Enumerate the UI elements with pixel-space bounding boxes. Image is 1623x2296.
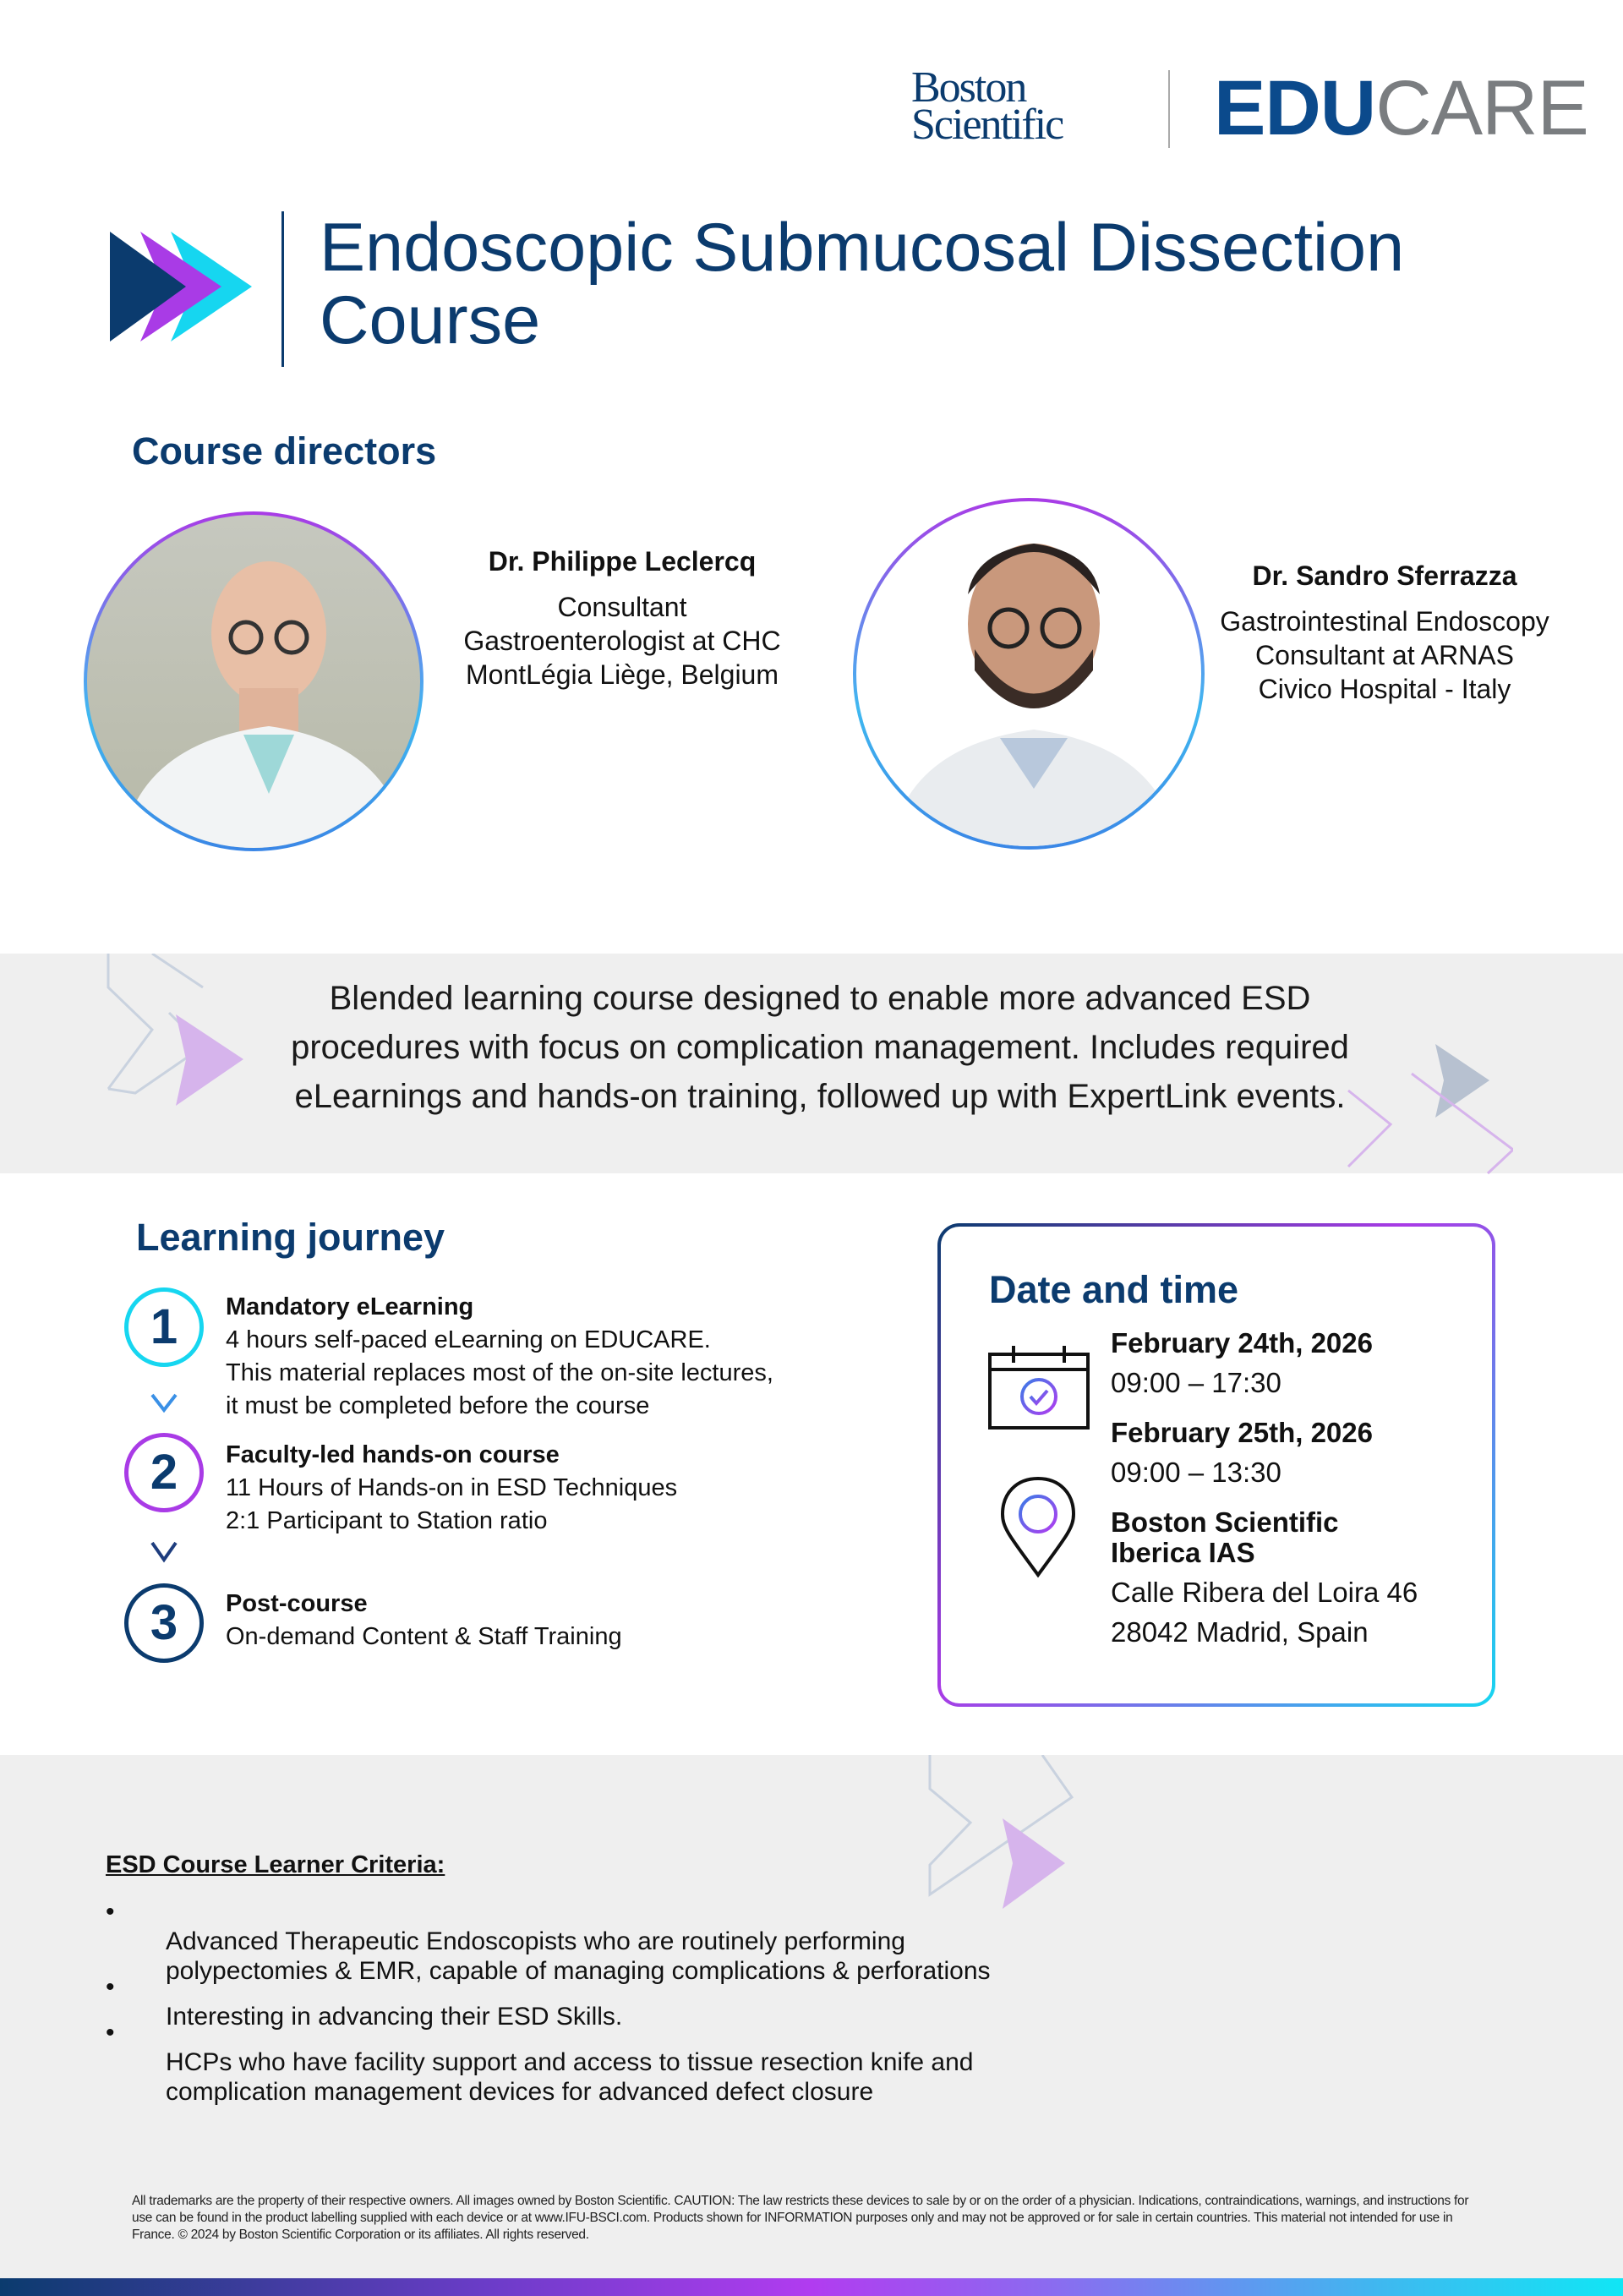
step-number: 2 xyxy=(124,1433,204,1512)
bullet: • xyxy=(106,2019,115,2047)
date-time-heading: Date and time xyxy=(989,1268,1239,1311)
director-photo xyxy=(84,511,424,851)
bullet: • xyxy=(106,1973,115,2001)
criteria-heading: ESD Course Learner Criteria: xyxy=(106,1851,445,1878)
bullet: • xyxy=(106,1898,115,1926)
disclaimer-text: . Products shown for INFORMATION purposes only and may not be approved or for sale in certain countries. This material not intended for use in France. © 2024 by Boston Scientific Corporation or its affiliates. All rights reserved. xyxy=(132,2211,1453,2242)
description-line: eLearnings and hands-on training, followed up with ExpertLink events. xyxy=(294,1078,1346,1115)
director-photo xyxy=(853,498,1205,850)
description-line: procedures with focus on complication management. Includes required xyxy=(291,1029,1349,1066)
gradient-footer-bar xyxy=(0,2278,1623,2296)
step-line: it must be completed before the course xyxy=(226,1392,650,1419)
logo-divider xyxy=(1168,70,1170,148)
director-info xyxy=(1173,559,1596,706)
boston-scientific-logo xyxy=(911,63,1063,149)
course-directors-heading: Course directors xyxy=(132,429,437,473)
title-line: Endoscopic Submucosal Dissection xyxy=(320,210,1405,286)
step-title: Mandatory eLearning xyxy=(226,1293,474,1320)
date-day2: February 25th, 2026 xyxy=(1111,1417,1373,1448)
director-line: Civico Hospital - Italy xyxy=(1258,674,1511,704)
step-title: Post-course xyxy=(226,1590,368,1617)
criteria-line: Interesting in advancing their ESD Skills. xyxy=(166,2003,623,2031)
step-line: 4 hours self-paced eLearning on EDUCARE. xyxy=(226,1326,711,1353)
time-day1: 09:00 – 17:30 xyxy=(1111,1367,1281,1398)
title-line: Course xyxy=(320,282,541,358)
director-name: Dr. Philippe Leclercq xyxy=(488,546,757,577)
step-line: 2:1 Participant to Station ratio xyxy=(226,1507,548,1534)
legal-disclaimer xyxy=(132,2193,1484,2244)
criteria-item xyxy=(106,2018,974,2106)
step-line: 11 Hours of Hands-on in ESD Techniques xyxy=(226,1474,678,1501)
criteria-line: complication management devices for advanced defect closure xyxy=(166,2078,874,2106)
logo-line: Boston xyxy=(911,63,1026,112)
venue-line: Boston Scientific xyxy=(1111,1506,1339,1538)
disclaimer-text: All trademarks are the property of their respective owners. All images owned by Boston Scientific. CAUTION: The law restricts these devices to sale by or on the order of a physician. Indications, contraindications, warnings, and instructions for use can be found in the product labelling supplied with each device or at xyxy=(132,2194,1469,2225)
director-line: Gastroenterologist at CHC xyxy=(463,626,781,656)
decorative-chevron-icon xyxy=(928,1755,1080,1911)
step-title: Faculty-led hands-on course xyxy=(226,1441,560,1468)
journey-step xyxy=(226,1291,773,1423)
criteria-item xyxy=(106,1897,991,1985)
venue-name xyxy=(1111,1507,1339,1568)
learning-journey-heading: Learning journey xyxy=(136,1216,445,1259)
address-line: Calle Ribera del Loira 46 xyxy=(1111,1577,1418,1608)
criteria-line: Advanced Therapeutic Endoscopists who are routinely performing xyxy=(166,1927,905,1955)
person-silhouette-icon xyxy=(856,501,1201,846)
course-description xyxy=(220,974,1420,1121)
journey-step xyxy=(226,1439,677,1538)
title-divider xyxy=(281,211,284,367)
journey-step xyxy=(226,1588,622,1654)
director-line: Gastrointestinal Endoscopy xyxy=(1220,606,1549,637)
location-pin-icon xyxy=(999,1475,1077,1578)
criteria-line: HCPs who have facility support and access to tissue resection knife and xyxy=(166,2048,974,2076)
person-silhouette-icon xyxy=(87,515,420,848)
logo-line: Scientific xyxy=(911,101,1063,149)
step-number: 1 xyxy=(124,1287,204,1367)
chevrons-icon xyxy=(110,232,254,342)
director-info xyxy=(411,544,833,692)
criteria-item xyxy=(106,1972,623,2031)
educare-logo xyxy=(1214,66,1588,150)
step-line: This material replaces most of the on-site lectures, xyxy=(226,1359,773,1386)
calendar-icon xyxy=(987,1344,1090,1430)
educare-light: CARE xyxy=(1375,65,1588,151)
time-day2: 09:00 – 13:30 xyxy=(1111,1457,1281,1488)
criteria-line: polypectomies & EMR, capable of managing complications & perforations xyxy=(166,1957,991,1985)
page-title xyxy=(320,211,1587,357)
director-line: Consultant at ARNAS xyxy=(1255,640,1514,670)
step-line: On-demand Content & Staff Training xyxy=(226,1623,622,1650)
description-line: Blended learning course designed to enable more advanced ESD xyxy=(329,980,1311,1017)
director-name: Dr. Sandro Sferrazza xyxy=(1252,560,1517,591)
date-day1: February 24th, 2026 xyxy=(1111,1327,1373,1358)
director-line: MontLégia Liège, Belgium xyxy=(465,659,779,690)
venue-line: Iberica IAS xyxy=(1111,1537,1255,1568)
address-line: 28042 Madrid, Spain xyxy=(1111,1616,1369,1648)
step-number: 3 xyxy=(124,1583,204,1663)
educare-bold: EDU xyxy=(1214,65,1376,151)
director-line: Consultant xyxy=(557,592,687,622)
ifu-link[interactable]: www.IFU-BSCI.com xyxy=(534,2211,647,2225)
